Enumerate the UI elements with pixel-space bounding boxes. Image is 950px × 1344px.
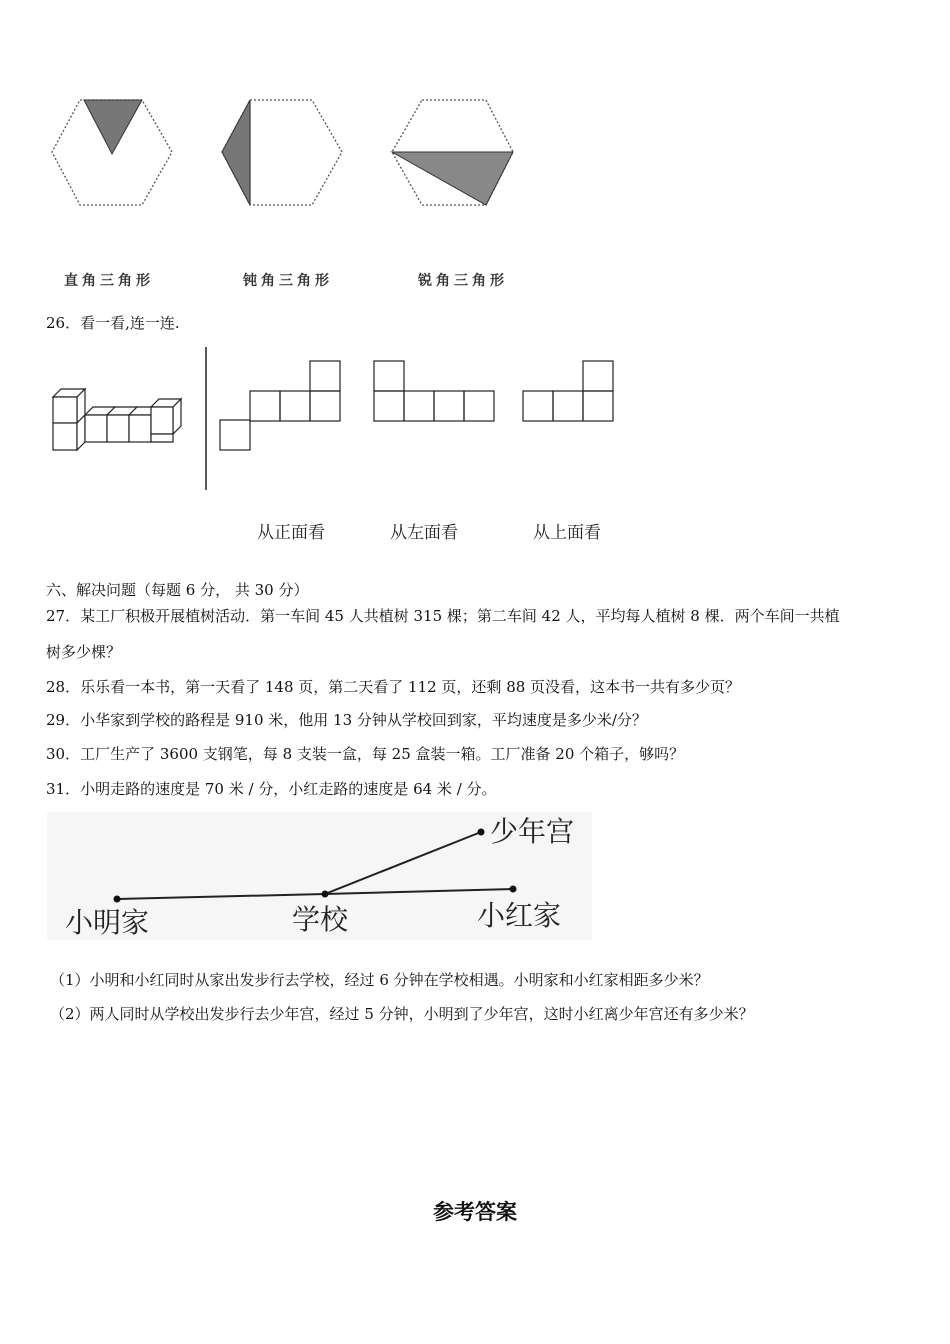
question-31-sub1: （1）小明和小红同时从家出发步行去学校，经过 6 分钟在学校相遇。小明家和小红家相距多少米？ [50,971,709,989]
cube-figures [45,345,625,495]
question-28: 28．乐乐看一本书，第一天看了 148 页，第二天看了 112 页，还剩 88 页没看，这本书一共有多少页？ [46,678,741,696]
question-27-line1: 27．某工厂积极开展植树活动．第一车间 45 人共植树 315 棵；第二车间 42 人，平均每人植树 8 棵．两个车间一共植 [46,607,840,625]
hex-label-acute: 锐角三角形 [418,273,508,289]
view-label-top: 从上面看 [533,523,601,543]
acute-triangle-shade [392,152,513,205]
answers-title: 参考答案 [433,1200,517,1224]
section-6-heading: 六、解决问题（每题 6 分， 共 30 分） [46,581,309,599]
palace-label: 少年宫 [490,815,575,848]
right-triangle-shade [84,100,142,154]
question-29: 29．小华家到学校的路程是 910 米，他用 13 分钟从学校回到家，平均速度是多少米/分？ [46,711,647,729]
palace-dot [478,829,485,836]
hex-label-obtuse: 钝角三角形 [243,273,333,289]
question-26: 26．看一看,连一连. [46,314,180,332]
question-31-sub2: （2）两人同时从学校出发步行去少年宫，经过 5 分钟，小明到了少年宫，这时小红离少年宫还有多少米？ [50,1005,754,1023]
hex-label-right: 直角三角形 [64,273,154,289]
view-label-front: 从正面看 [257,523,325,543]
hong-home-label: 小红家 [477,899,562,932]
ming-home-label: 小明家 [65,906,150,939]
hexagon-figures [40,90,540,220]
school-dot [322,891,329,898]
obtuse-triangle-shade [222,100,250,205]
hong-home-dot [510,886,517,893]
route-map [47,812,592,940]
question-31: 31．小明走路的速度是 70 米 / 分，小红走路的速度是 64 米 / 分。 [46,780,497,798]
question-30: 30．工厂生产了 3600 支钢笔，每 8 支装一盒，每 25 盒装一箱。工厂准备 20 个箱子，够吗？ [46,745,685,763]
question-27-line2: 树多少棵？ [46,643,122,661]
school-label: 学校 [292,903,349,936]
view-label-left: 从左面看 [390,523,458,543]
